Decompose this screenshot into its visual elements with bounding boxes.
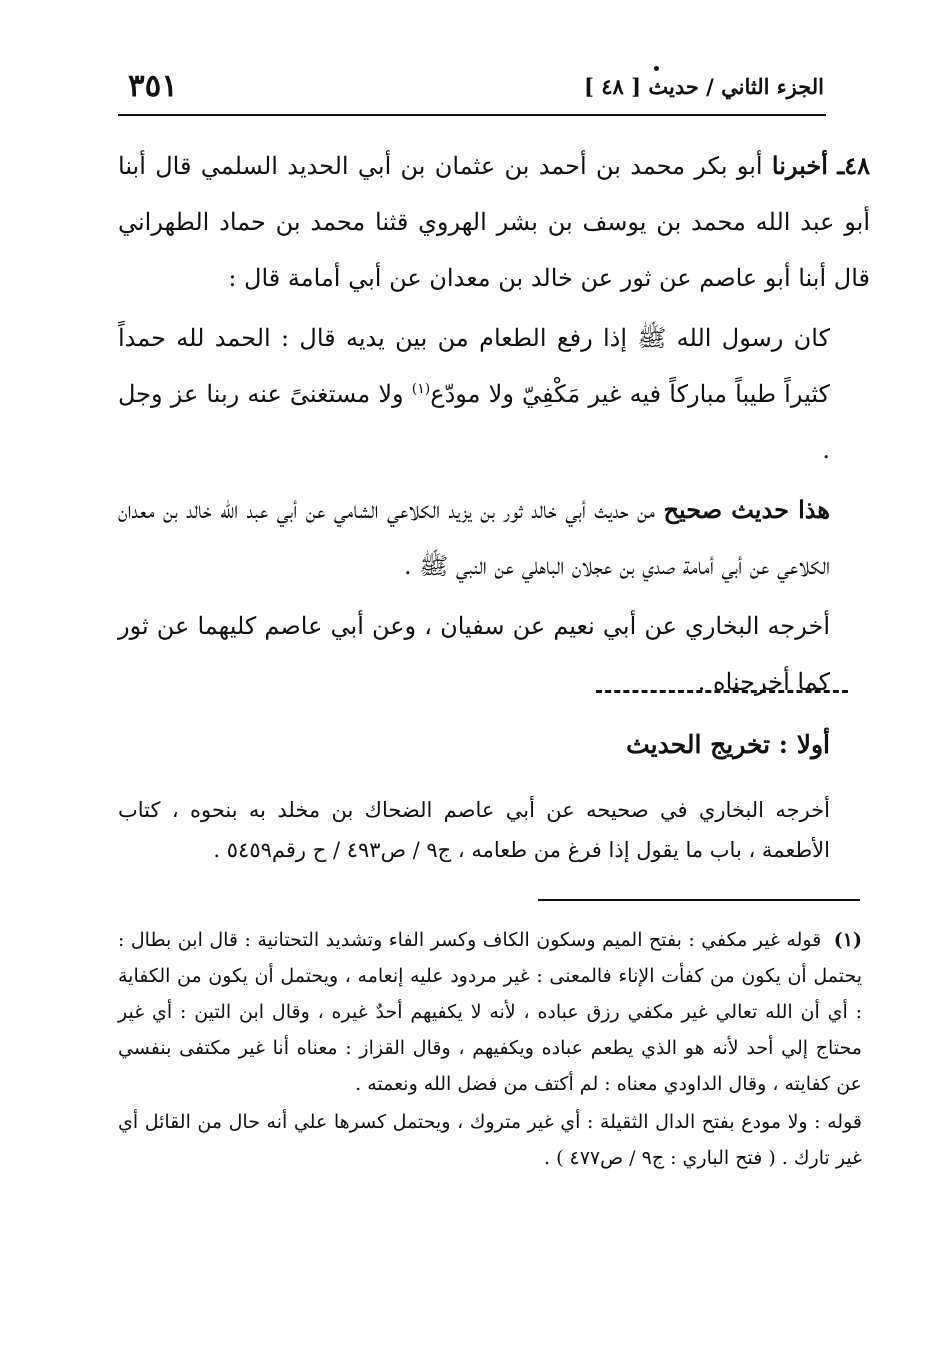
grade-paragraph <box>118 482 830 594</box>
matn-text-end: ولا مستغنىً عنه ربنا عز وجل . <box>118 380 830 464</box>
isnad-paragraph <box>118 138 870 306</box>
bukhari-note: أخرجه البخاري عن أبي نعيم عن سفيان ، وعن أبي عاصم كليهما عن ثور كما أخرجناه . <box>118 612 831 696</box>
footnote-1 <box>118 922 862 1102</box>
grade-text: من حديث أبي خالد ثور بن يزيد الكلاعي الشامي عن أبي عبد الله خالد بن معدان الكلاعي عن أبي أمامة صدي بن عجلان الباهلي عن النبي ﷺ . <box>118 496 830 580</box>
hadith-number: ٤٨ـ <box>837 151 870 180</box>
page-header <box>118 68 826 116</box>
takhrij-paragraph <box>118 790 830 870</box>
page-number: ٣٥١ <box>128 68 178 104</box>
matn-text: كان رسول الله ﷺ إذا رفع الطعام من بين يديه قال : الحمد لله حمداً كثيراً طيباً مباركاً فيه غير مَكْفِيّ ولا مودّع <box>118 324 830 408</box>
hadith-intro-word: أخبرنا <box>771 151 828 180</box>
footnote-marker: (١) <box>833 929 863 951</box>
footnote-1-text: قوله غير مكفي : بفتح الميم وسكون الكاف وكسر الفاء وتشديد التحتانية : قال ابن بطال : يحتمل أن يكون من كفأت الإناء فالمعنى : غير مردود عليه إنعامه ، ويحتمل أن يكون من الكفاية : أي أن الله تعالي غير مكفي رزق عباده ، لأنه لا يكفيهم أحدٌ غيره ، وقال ابن التين : أي غير محتاج إلي أحد لأنه هو الذي يطعم عباده ويكفيهم ، وقال القزاز : معناه أنا غير مكتفى بنفسي عن كفايته ، وقال الداودي معناه : لم أكتف من فضل الله ونعمته . <box>118 929 862 1095</box>
footnote-rule <box>538 899 860 901</box>
hadith-block <box>118 138 870 714</box>
takhrij-text: أخرجه البخاري في صحيحه عن أبي عاصم الضحاك بن مخلد به بنحوه ، كتاب الأطعمة ، باب ما يقول إذا فرغ من طعامه ، ج٩ / ص٤٩٣ / ح رقم٥٤٥٩ . <box>118 798 830 862</box>
grade-label: هذا حديث صحيح <box>663 495 830 524</box>
running-head: الجزء الثاني / حديث [ ٤٨ ] <box>583 74 824 99</box>
isnad-text: أبو بكر محمد بن أحمد بن عثمان بن أبي الحديد السلمي قال أبنا أبو عبد الله محمد بن يوسف بن بشر الهروي قثنا محمد بن حماد الطهراني قال أبنا أبو عاصم عن ثور عن خالد بن معدان عن أبي أمامة قال : <box>118 152 870 292</box>
footnote-2 <box>118 1104 862 1176</box>
footnote-reference: (١) <box>411 381 431 397</box>
footnote-2-text: قوله : ولا مودع بفتح الدال الثقيلة : أي غير متروك ، ويحتمل كسرها علي أنه حال من القائل أي غير تارك . ( فتح الباري : ج٩ / ص٤٧٧ ) . <box>118 1111 862 1169</box>
section-title: أولا : تخريج الحديث <box>626 730 830 759</box>
matn-paragraph <box>118 310 830 478</box>
dashed-separator <box>596 690 848 693</box>
footnotes-block <box>118 922 862 1178</box>
bukhari-paragraph <box>118 598 830 710</box>
